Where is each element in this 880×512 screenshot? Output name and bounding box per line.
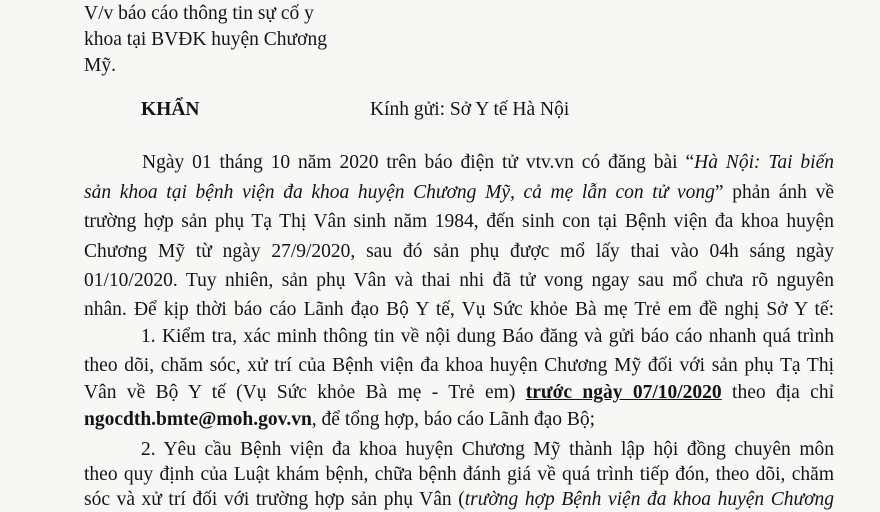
para1-line-3: trường hợp sản phụ Tạ Thị Vân sinh năm 1984, đến sinh con tại Bệnh viện đa khoa huyện	[84, 211, 834, 232]
subject-line-2: khoa tại BVĐK huyện Chương	[84, 29, 327, 50]
item2-line-1: 2. Yêu cầu Bệnh viện đa khoa huyện Chương Mỹ thành lập hội đồng chuyên môn	[141, 439, 834, 460]
para1-line-5: 01/10/2020. Tuy nhiên, sản phụ Vân và thai nhi đã tử vong ngay sau mổ chưa rõ nguyên	[84, 270, 834, 291]
article-title-part-2: sản khoa tại bệnh viện đa khoa huyện Chương Mỹ, cả mẹ lẫn con tử vong	[84, 182, 715, 203]
item2-line-2: theo quy định của Luật khám bệnh, chữa bệnh đánh giá về quá trình tiếp đón, theo dõi, chăm	[84, 464, 834, 485]
item1-line-2: theo dõi, chăm sóc, xử trí của Bệnh viện đa khoa huyện Chương Mỹ đối với sản phụ Tạ Thị	[84, 355, 834, 376]
article-title-part-1: Hà Nội: Tai biến	[694, 152, 835, 173]
item2-line-3: sóc và xử trí đối với trường hợp sản phụ Vân (trường hợp Bệnh viện đa khoa huyện Chương	[84, 489, 835, 510]
subject-line-1: V/v báo cáo thông tin sự cố y	[84, 3, 314, 24]
salutation: Kính gửi: Sở Y tế Hà Nội	[370, 99, 570, 120]
item1-line-1: 1. Kiểm tra, xác minh thông tin về nội dung Báo đăng và gửi báo cáo nhanh quá trình	[141, 326, 834, 347]
contact-email: ngocdth.bmte@moh.gov.vn	[84, 409, 312, 430]
para1-line-2: sản khoa tại bệnh viện đa khoa huyện Chương Mỹ, cả mẹ lẫn con tử vong” phản ánh về	[84, 182, 834, 203]
para1-line-1: Ngày 01 tháng 10 năm 2020 trên báo điện tử vtv.vn có đăng bài “Hà Nội: Tai biến	[142, 152, 835, 173]
urgency-label: KHẨN	[141, 99, 200, 120]
deadline-date: trước ngày 07/10/2020	[525, 382, 722, 403]
item1-line-3: Vân về Bộ Y tế (Vụ Sức khỏe Bà mẹ - Trẻ em) trước ngày 07/10/2020 theo địa chỉ	[84, 382, 834, 403]
subject-line-3: Mỹ.	[84, 55, 116, 76]
item1-line-4: ngocdth.bmte@moh.gov.vn, để tổng hợp, báo cáo Lãnh đạo Bộ;	[84, 409, 596, 430]
para1-line-4: Chương Mỹ từ ngày 27/9/2020, sau đó sản phụ được mổ lấy thai vào 04h sáng ngày	[84, 241, 834, 262]
para1-line-6: nhân. Để kịp thời báo cáo Lãnh đạo Bộ Y tế, Vụ Sức khỏe Bà mẹ Trẻ em đề nghị Sở Y tế:	[84, 299, 834, 320]
